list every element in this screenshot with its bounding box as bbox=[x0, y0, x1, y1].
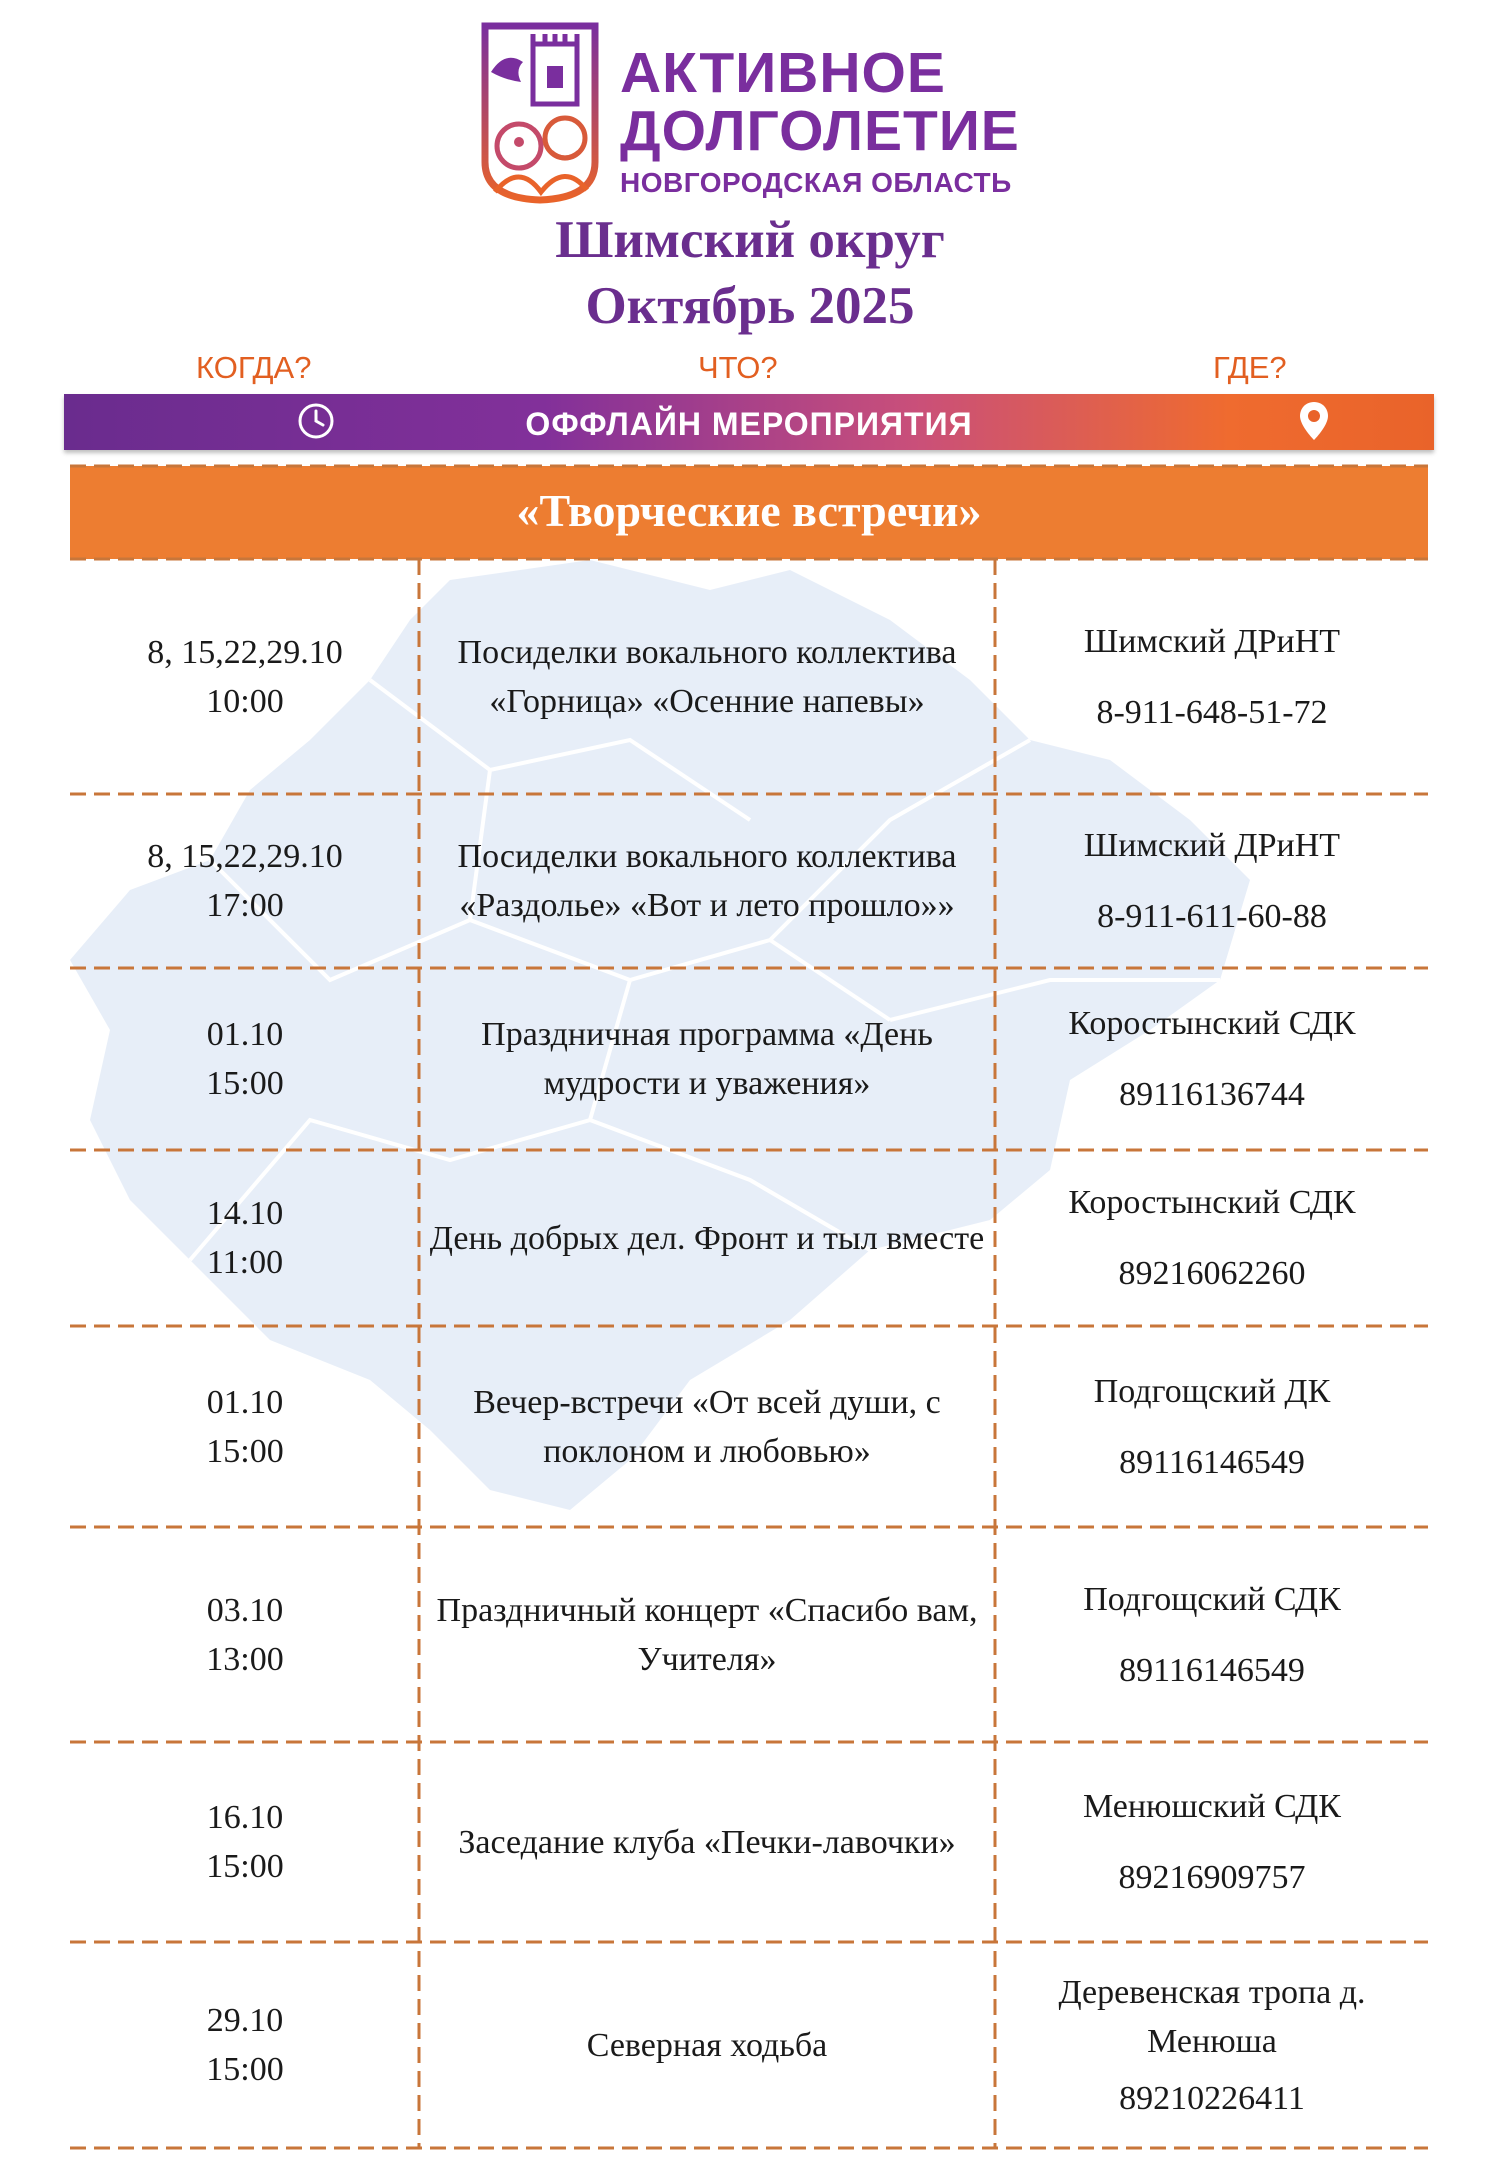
event-name-cell bbox=[420, 1326, 994, 1527]
event-place: Коростынский СДК bbox=[1068, 1184, 1356, 1221]
event-place-cell bbox=[996, 559, 1428, 794]
event-name: День добрых дел. Фронт и тыл вместе bbox=[429, 1219, 985, 1257]
page-title-district: Шимский округ bbox=[555, 211, 945, 269]
page-title-month: Октябрь 2025 bbox=[585, 277, 915, 335]
event-time: 15:00 bbox=[206, 1065, 284, 1102]
event-phone: 8-911-611-60-88 bbox=[1097, 898, 1327, 935]
event-date-cell bbox=[72, 559, 418, 794]
event-date-cell bbox=[72, 1527, 418, 1742]
event-place: Деревенская тропа д. Менюша bbox=[1058, 1973, 1366, 2060]
event-name-cell bbox=[420, 1150, 994, 1326]
event-phone: 89116146549 bbox=[1119, 1443, 1305, 1481]
event-date-cell bbox=[72, 1150, 418, 1326]
event-time: 15:00 bbox=[206, 2051, 284, 2088]
event-name: Праздничный концерт «Спасибо вам, Учителя» bbox=[436, 1591, 978, 1678]
event-place-cell bbox=[996, 1150, 1428, 1326]
event-date: 29.10 bbox=[206, 2002, 284, 2039]
event-phone: 89216909757 bbox=[1118, 1859, 1306, 1896]
event-place-cell bbox=[996, 1942, 1428, 2148]
logo-title-line2: ДОЛГОЛЕТИЕ bbox=[620, 99, 1020, 163]
logo-subtitle: НОВГОРОДСКАЯ ОБЛАСТЬ bbox=[620, 167, 1012, 198]
label-what: ЧТО? bbox=[698, 350, 778, 385]
event-place: Подгощский ДК bbox=[1093, 1372, 1331, 1410]
event-time: 11:00 bbox=[206, 1244, 284, 1281]
event-place: Коростынский СДК bbox=[1068, 1005, 1356, 1042]
event-name-cell bbox=[420, 794, 994, 968]
event-date: 14.10 bbox=[206, 1195, 284, 1232]
event-name-cell bbox=[420, 1527, 994, 1742]
event-name-cell bbox=[420, 1742, 994, 1942]
event-place: Шимский ДРиНТ bbox=[1083, 827, 1341, 864]
event-name-cell bbox=[420, 1942, 994, 2148]
event-name-cell bbox=[420, 559, 994, 794]
event-place: Подгощский СДК bbox=[1083, 1580, 1341, 1618]
event-name: Посиделки вокального коллектива «Раздолье» «Вот и лето прошло»» bbox=[457, 838, 957, 924]
event-name: Северная ходьба bbox=[586, 2026, 828, 2064]
event-phone: 89116136744 bbox=[1119, 1076, 1305, 1113]
event-place-cell bbox=[996, 1326, 1428, 1527]
event-place-cell bbox=[996, 968, 1428, 1150]
event-place: Шимский ДРиНТ bbox=[1083, 622, 1341, 660]
banner-title: ОФФЛАЙН МЕРОПРИЯТИЯ bbox=[525, 406, 973, 442]
event-date: 8, 15,22,29.10 bbox=[147, 633, 343, 671]
event-phone: 89216062260 bbox=[1118, 1255, 1306, 1292]
event-time: 15:00 bbox=[206, 1432, 284, 1470]
event-time: 15:00 bbox=[206, 1848, 284, 1885]
event-name: Праздничная программа «День мудрости и уважения» bbox=[481, 1016, 933, 1102]
event-time: 10:00 bbox=[206, 682, 284, 720]
event-phone: 89116146549 bbox=[1119, 1651, 1305, 1689]
logo-title-line1: АКТИВНОЕ bbox=[620, 41, 946, 105]
event-time: 17:00 bbox=[206, 887, 284, 924]
label-where: ГДЕ? bbox=[1213, 350, 1287, 385]
event-name: Посиделки вокального коллектива «Горница» «Осенние напевы» bbox=[457, 633, 957, 720]
event-date: 8, 15,22,29.10 bbox=[147, 838, 343, 875]
event-date-cell bbox=[72, 794, 418, 968]
event-date: 03.10 bbox=[206, 1591, 284, 1629]
section-title: «Творческие встречи» bbox=[516, 485, 982, 536]
event-place-cell bbox=[996, 1527, 1428, 1742]
event-time: 13:00 bbox=[206, 1640, 284, 1678]
event-phone: 89210226411 bbox=[1119, 2079, 1305, 2117]
event-name-cell bbox=[420, 968, 994, 1150]
event-name: Вечер-встречи «От всей души, с поклоном и любовью» bbox=[473, 1383, 941, 1470]
event-date-cell bbox=[72, 1326, 418, 1527]
event-date: 01.10 bbox=[206, 1016, 284, 1053]
event-date: 01.10 bbox=[206, 1383, 284, 1421]
event-name: Заседание клуба «Печки-лавочки» bbox=[458, 1823, 956, 1861]
event-date: 16.10 bbox=[206, 1799, 284, 1836]
event-place: Менюшский СДК bbox=[1082, 1788, 1341, 1825]
event-date-cell bbox=[72, 1742, 418, 1942]
event-place-cell bbox=[996, 1742, 1428, 1942]
event-phone: 8-911-648-51-72 bbox=[1096, 693, 1328, 731]
event-date-cell bbox=[72, 1942, 418, 2148]
event-place-cell bbox=[996, 794, 1428, 968]
event-date-cell bbox=[72, 968, 418, 1150]
label-when: КОГДА? bbox=[196, 350, 312, 385]
